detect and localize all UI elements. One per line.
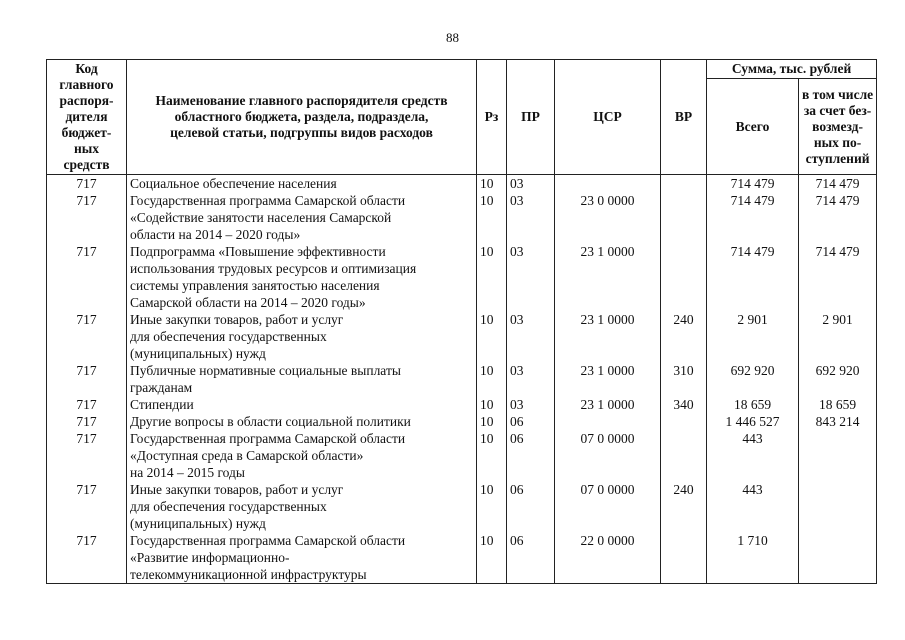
rz-cell: 10: [477, 362, 507, 396]
name-cell: Публичные нормативные социальные выплаты гражданам: [127, 362, 477, 396]
header-rz: Рз: [477, 60, 507, 175]
csr-cell: [555, 413, 661, 430]
table-row: [47, 175, 877, 193]
pr-cell: 03: [507, 362, 555, 396]
code-cell: 717: [47, 396, 127, 413]
csr-cell: 23 1 0000: [555, 362, 661, 396]
name-cell: Государственная программа Самарской области «Развитие информационно- телекоммуникационной инфраструктуры: [127, 532, 477, 584]
header-row-1: [47, 60, 877, 79]
total-cell: 1 446 527: [707, 413, 799, 430]
table-row: [47, 192, 877, 243]
table-row: [47, 362, 877, 396]
name-cell: Стипендии: [127, 396, 477, 413]
header-code: Код главного распоря- дителя бюджет- ных средств: [47, 60, 127, 175]
csr-cell: 23 1 0000: [555, 396, 661, 413]
code-cell: 717: [47, 243, 127, 311]
csr-cell: 22 0 0000: [555, 532, 661, 584]
free-cell: [799, 481, 877, 532]
rz-cell: 10: [477, 311, 507, 362]
rz-cell: 10: [477, 396, 507, 413]
table-row: [47, 430, 877, 481]
free-cell: 2 901: [799, 311, 877, 362]
free-cell: [799, 430, 877, 481]
vr-cell: [661, 430, 707, 481]
pr-cell: 03: [507, 192, 555, 243]
free-cell: 714 479: [799, 175, 877, 193]
table-row: [47, 532, 877, 584]
name-cell: Иные закупки товаров, работ и услуг для обеспечения государственных (муниципальных) нужд: [127, 311, 477, 362]
vr-cell: [661, 192, 707, 243]
code-cell: 717: [47, 175, 127, 193]
header-vr: ВР: [661, 60, 707, 175]
header-csr: ЦСР: [555, 60, 661, 175]
pr-cell: 06: [507, 413, 555, 430]
name-cell: Другие вопросы в области социальной политики: [127, 413, 477, 430]
code-cell: 717: [47, 532, 127, 584]
table-row: [47, 396, 877, 413]
code-cell: 717: [47, 430, 127, 481]
name-cell: Социальное обеспечение населения: [127, 175, 477, 193]
csr-cell: 23 0 0000: [555, 192, 661, 243]
pr-cell: 03: [507, 396, 555, 413]
header-name: Наименование главного распорядителя средств областного бюджета, раздела, подраздела, целевой статьи, подгруппы видов расходов: [127, 60, 477, 175]
name-cell: Иные закупки товаров, работ и услуг для обеспечения государственных (муниципальных) нужд: [127, 481, 477, 532]
vr-cell: [661, 532, 707, 584]
rz-cell: 10: [477, 243, 507, 311]
total-cell: 18 659: [707, 396, 799, 413]
table-row: [47, 243, 877, 311]
code-cell: 717: [47, 192, 127, 243]
total-cell: 1 710: [707, 532, 799, 584]
header-sum: Сумма, тыс. рублей: [707, 60, 877, 79]
pr-cell: 06: [507, 481, 555, 532]
total-cell: 443: [707, 481, 799, 532]
table-row: [47, 311, 877, 362]
total-cell: 692 920: [707, 362, 799, 396]
header-total: Всего: [707, 79, 799, 175]
pr-cell: 03: [507, 243, 555, 311]
vr-cell: [661, 413, 707, 430]
name-cell: Подпрограмма «Повышение эффективности использования трудовых ресурсов и оптимизация системы управления занятостью населения Самарской области на 2014 – 2020 годы»: [127, 243, 477, 311]
csr-cell: 23 1 0000: [555, 311, 661, 362]
budget-table: [46, 59, 877, 584]
code-cell: 717: [47, 311, 127, 362]
vr-cell: 240: [661, 311, 707, 362]
rz-cell: 10: [477, 413, 507, 430]
rz-cell: 10: [477, 481, 507, 532]
code-cell: 717: [47, 481, 127, 532]
table-row: [47, 413, 877, 430]
csr-cell: 23 1 0000: [555, 243, 661, 311]
total-cell: 714 479: [707, 243, 799, 311]
csr-cell: [555, 175, 661, 193]
pr-cell: 03: [507, 311, 555, 362]
vr-cell: [661, 243, 707, 311]
rz-cell: 10: [477, 175, 507, 193]
name-cell: Государственная программа Самарской области «Содействие занятости населения Самарской области на 2014 – 2020 годы»: [127, 192, 477, 243]
total-cell: 714 479: [707, 192, 799, 243]
vr-cell: 310: [661, 362, 707, 396]
rz-cell: 10: [477, 192, 507, 243]
free-cell: 714 479: [799, 243, 877, 311]
free-cell: 18 659: [799, 396, 877, 413]
rz-cell: 10: [477, 532, 507, 584]
total-cell: 443: [707, 430, 799, 481]
vr-cell: 340: [661, 396, 707, 413]
vr-cell: 240: [661, 481, 707, 532]
free-cell: 843 214: [799, 413, 877, 430]
page-number: 88: [446, 30, 459, 45]
vr-cell: [661, 175, 707, 193]
free-cell: 714 479: [799, 192, 877, 243]
total-cell: 714 479: [707, 175, 799, 193]
header-free: в том числе за счет без- возмезд- ных по- ступлений: [799, 79, 877, 175]
csr-cell: 07 0 0000: [555, 430, 661, 481]
csr-cell: 07 0 0000: [555, 481, 661, 532]
total-cell: 2 901: [707, 311, 799, 362]
rz-cell: 10: [477, 430, 507, 481]
name-cell: Государственная программа Самарской области «Доступная среда в Самарской области» на 2014 – 2015 годы: [127, 430, 477, 481]
code-cell: 717: [47, 362, 127, 396]
free-cell: 692 920: [799, 362, 877, 396]
free-cell: [799, 532, 877, 584]
pr-cell: 03: [507, 175, 555, 193]
table-row: [47, 481, 877, 532]
header-pr: ПР: [507, 60, 555, 175]
pr-cell: 06: [507, 430, 555, 481]
code-cell: 717: [47, 413, 127, 430]
pr-cell: 06: [507, 532, 555, 584]
